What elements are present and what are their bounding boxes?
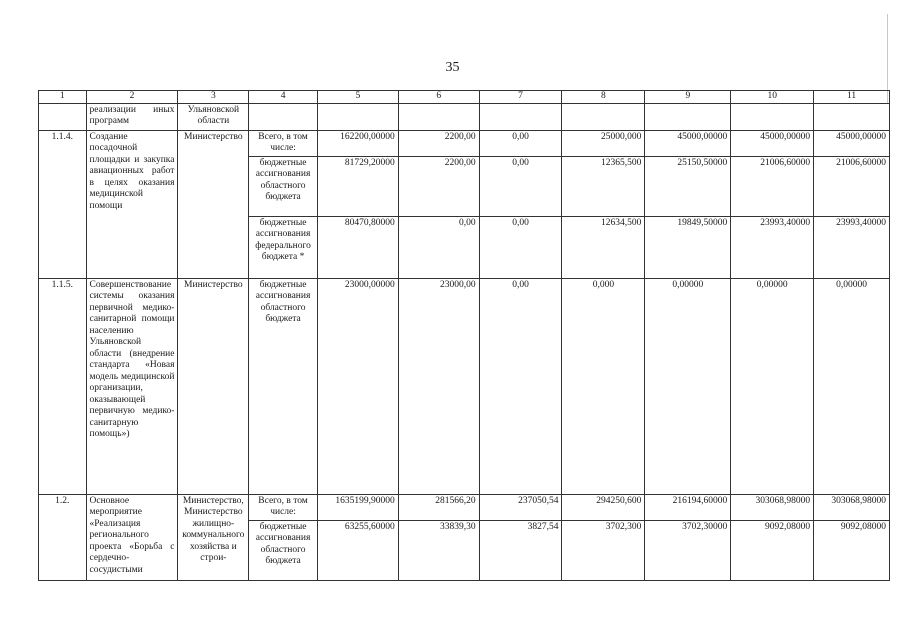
value-cell: 45000,00000: [814, 130, 890, 156]
table-header-row: [39, 91, 890, 104]
value-cell: [814, 103, 890, 130]
value-cell: 25000,000: [562, 130, 645, 156]
value-cell: 294250,600: [562, 494, 645, 520]
row-number-cell: 1.2.: [39, 494, 87, 580]
table-row: [39, 278, 890, 494]
value-cell: 3827,54: [479, 520, 562, 580]
value-cell: 0,00000: [814, 278, 890, 494]
value-cell: 1635199,90000: [317, 494, 398, 520]
column-header: 4: [249, 91, 318, 104]
page-number: 35: [445, 60, 460, 75]
column-header: 11: [814, 91, 890, 104]
column-header: 5: [317, 91, 398, 104]
table-row: [39, 494, 890, 520]
value-cell: 237050,54: [479, 494, 562, 520]
column-header: 7: [479, 91, 562, 104]
value-cell: 63255,60000: [317, 520, 398, 580]
funding-source-cell: бюджетные ассигнования федерального бюджета *: [249, 216, 318, 278]
value-cell: [479, 103, 562, 130]
value-cell: 303068,98000: [731, 494, 814, 520]
value-cell: 281566,20: [398, 494, 479, 520]
value-cell: 303068,98000: [814, 494, 890, 520]
value-cell: 25150,50000: [645, 156, 731, 216]
value-cell: 0,00000: [731, 278, 814, 494]
value-cell: 23993,40000: [731, 216, 814, 278]
value-cell: 45000,00000: [731, 130, 814, 156]
value-cell: [317, 103, 398, 130]
value-cell: 2200,00: [398, 130, 479, 156]
table-row-continuation: [39, 103, 890, 130]
value-cell: [645, 103, 731, 130]
column-header: 2: [86, 91, 178, 104]
column-header: 3: [178, 91, 249, 104]
value-cell: 3702,300: [562, 520, 645, 580]
value-cell: 12634,500: [562, 216, 645, 278]
value-cell: 9092,08000: [814, 520, 890, 580]
funding-source-cell: бюджетные ассигнования областного бюджета: [249, 156, 318, 216]
column-header: 1: [39, 91, 87, 104]
value-cell: 23000,00: [398, 278, 479, 494]
value-cell: 21006,60000: [731, 156, 814, 216]
budget-table: [38, 90, 890, 581]
executor-cell: Министерство: [178, 278, 249, 494]
funding-source-cell: бюджетные ассигнования областного бюджета: [249, 520, 318, 580]
row-number-cell: 1.1.5.: [39, 278, 87, 494]
executor-cell: Министерство: [178, 130, 249, 278]
executor-cell: Министерство, Министерство жилищно-коммунального хозяйства и строи-: [178, 494, 249, 580]
value-cell: 0,00: [398, 216, 479, 278]
table-row: [39, 130, 890, 156]
activity-name-cell: Совершенствование системы оказания первичной медико-санитарной помощи населению Ульяновской области (внедрение стандарта «Новая модель медицинской организации, оказывающей первичную медико-санитарную помощь»): [86, 278, 178, 494]
activity-name-cell: Основное мероприятие «Реализация регионального проекта «Борьба с сердечно-сосудистыми: [86, 494, 178, 580]
row-number-cell: 1.1.4.: [39, 130, 87, 278]
value-cell: 2200,00: [398, 156, 479, 216]
value-cell: 0,000: [562, 278, 645, 494]
value-cell: 0,00: [479, 156, 562, 216]
value-cell: 162200,00000: [317, 130, 398, 156]
value-cell: 216194,60000: [645, 494, 731, 520]
funding-source-cell: [249, 103, 318, 130]
executor-cell: Ульяновской области: [178, 103, 249, 130]
value-cell: 0,00: [479, 130, 562, 156]
value-cell: [731, 103, 814, 130]
value-cell: 21006,60000: [814, 156, 890, 216]
column-header: 10: [731, 91, 814, 104]
value-cell: 0,00000: [645, 278, 731, 494]
value-cell: [398, 103, 479, 130]
column-header: 9: [645, 91, 731, 104]
funding-source-cell: Всего, в том числе:: [249, 130, 318, 156]
value-cell: 33839,30: [398, 520, 479, 580]
value-cell: 81729,20000: [317, 156, 398, 216]
value-cell: 12365,500: [562, 156, 645, 216]
value-cell: 23000,00000: [317, 278, 398, 494]
value-cell: 23993,40000: [814, 216, 890, 278]
column-header: 6: [398, 91, 479, 104]
row-number-cell: [39, 103, 87, 130]
value-cell: 0,00: [479, 216, 562, 278]
funding-source-cell: Всего, в том числе:: [249, 494, 318, 520]
value-cell: 0,00: [479, 278, 562, 494]
value-cell: 9092,08000: [731, 520, 814, 580]
value-cell: 3702,30000: [645, 520, 731, 580]
activity-name-cell: реализации иных программ: [86, 103, 178, 130]
value-cell: 45000,00000: [645, 130, 731, 156]
column-header: 8: [562, 91, 645, 104]
activity-name-cell: Создание посадочной площадки и закупка авиационных работ в целях оказания медицинской помощи: [86, 130, 178, 278]
value-cell: [562, 103, 645, 130]
value-cell: 80470,80000: [317, 216, 398, 278]
funding-source-cell: бюджетные ассигнования областного бюджета: [249, 278, 318, 494]
value-cell: 19849,50000: [645, 216, 731, 278]
